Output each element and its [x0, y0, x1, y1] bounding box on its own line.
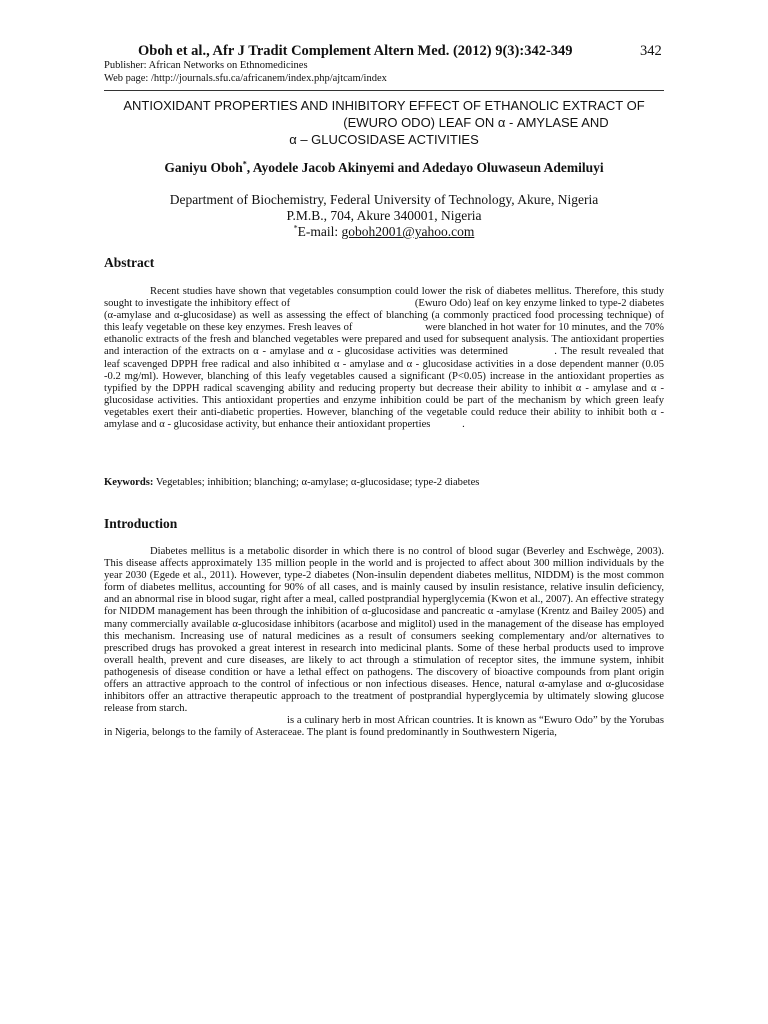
- keywords-label: Keywords:: [104, 477, 154, 488]
- keywords-list: Vegetables; inhibition; blanching; α-amylase; α-glucosidase; type-2 diabetes: [153, 477, 480, 488]
- abstract-heading: Abstract: [104, 255, 155, 270]
- email-mark: *: [293, 223, 298, 233]
- author-others: , Ayodele Jacob Akinyemi and Adedayo Oluwaseun Ademiluyi: [246, 160, 604, 175]
- affiliation-address: P.M.B., 704, Akure 340001, Nigeria: [286, 208, 482, 223]
- introduction-body: [104, 546, 664, 740]
- author-first: Ganiyu Oboh: [164, 160, 243, 175]
- affiliation-email: [104, 224, 664, 240]
- introduction-paragraph-1: Diabetes mellitus is a metabolic disorder in which there is no control of blood sugar (Beverley and Eschwège, 2003). This disease affects approximately 135 million people in the world and is projected to affect about 300 million individuals by the year 2030 (Egede et al., 2011). However, type-2 diabetes (Non-insulin dependent diabetes mellitus, NIDDM) is the most common form of diabetes mellitus, accounting for 90% of all cases, and is mainly caused by insulin resistance, relative insulin deficiency, and an abnormal rise in blood sugar, right after a meal, called postprandial hyperglycemia (Kwon et al., 2007). An effective strategy for NIDDM management has been through the inhibition of α-glucosidase and pancreatic α -amylase (Krentz and Bailey 2005) and many commercially available α-glucosidase inhibitors (acarbose and miglitol) used in the management of the disease has employed this mechanism. Increasing use of natural medicines as a result of consumers seeking complementary and/or alternatives to prescribed drugs has provoked a great interest in research into medicinal plants. Some of these herbal products used to improve overall health, prevent and cure diseases, are likely to act through a stimulation of receptor sites, the immune system, inhibit pathogenesis of disease condition or have a lethal effect on pathogens. The discovery of bioactive compounds from plant origin offers an attractive approach to the control of infectious or non infectious diseases. Hence, natural α-amylase and α-glucosidase inhibitors offer an attractive therapeutic approach to the treatment of postprandial hyperglycemia by ultimately slowing glucose release from starch.: [104, 546, 664, 715]
- running-head: Oboh et al., Afr J Tradit Complement Altern Med. (2012) 9(3):342-349: [138, 43, 573, 59]
- publisher-line: Publisher: African Networks on Ethnomedicines: [104, 60, 308, 71]
- article-title: [104, 97, 664, 148]
- web-page-line: Web page: /http://journals.sfu.ca/africanem/index.php/ajtcam/index: [104, 73, 387, 84]
- email-link[interactable]: goboh2001@yahoo.com: [341, 224, 475, 239]
- affiliation: [104, 192, 664, 240]
- introduction-heading: Introduction: [104, 516, 178, 531]
- affiliation-department: Department of Biochemistry, Federal University of Technology, Akure, Nigeria: [169, 192, 599, 207]
- title-line-1: ANTIOXIDANT PROPERTIES AND INHIBITORY EFFECT OF ETHANOLIC EXTRACT OF: [123, 98, 645, 113]
- corresponding-mark: *: [242, 159, 247, 169]
- author-list: [104, 160, 664, 176]
- introduction-paragraph-2: is a culinary herb in most African countries. It is known as “Ewuro Odo” by the Yorubas in Nigeria, belongs to the family of Asteraceae. The plant is found predominantly in Southwestern Nigeria,: [104, 715, 664, 739]
- page-number: 342: [640, 43, 662, 59]
- keywords: [104, 477, 664, 488]
- title-line-2: (EWURO ODO) LEAF ON α - AMYLASE AND: [343, 115, 609, 130]
- abstract-paragraph: Recent studies have shown that vegetables consumption could lower the risk of diabetes mellitus. Therefore, this study sought to investigate the inhibitory effect of (Ewuro Odo) leaf on key enzyme linked to type-2 diabetes (α-amylase and α-glucosidase) as well as assessing the effect of blanching (a commonly practiced food processing technique) of this leafy vegetable on these key enzymes. Fresh leaves of were blanched in hot water for 10 minutes, and the 70% ethanolic extracts of the fresh and blanched vegetables were prepared and used for subsequent analysis. The antioxidant properties and interaction of the extracts on α - amylase and α - glucosidase activities was determined . The result revealed that leaf scavenged DPPH free radical and also inhibited α - amylase and α - glucosidase activities in a dose dependent manner (0.05 -0.2 mg/ml). However, blanching of this leafy vegetables caused a significant (P<0.05) increase in the antioxidant properties as typified by the DPPH radical scavenging ability and reducing property but decrease their ability to inhibit α - amylase and α - glucosidase activities. This antioxidant properties and enzyme inhibition could be part of the mechanism by which green leafy vegetables exert their anti-diabetic properties. However, blanching of the vegetable could reduce their ability to inhibit both α - amylase and α - glucosidase activity, but enhance their antioxidant properties .: [104, 286, 725, 431]
- email-label: E-mail:: [297, 224, 342, 239]
- header-rule: [104, 90, 664, 91]
- abstract-body: [104, 286, 725, 431]
- title-line-3: α – GLUCOSIDASE ACTIVITIES: [289, 132, 479, 147]
